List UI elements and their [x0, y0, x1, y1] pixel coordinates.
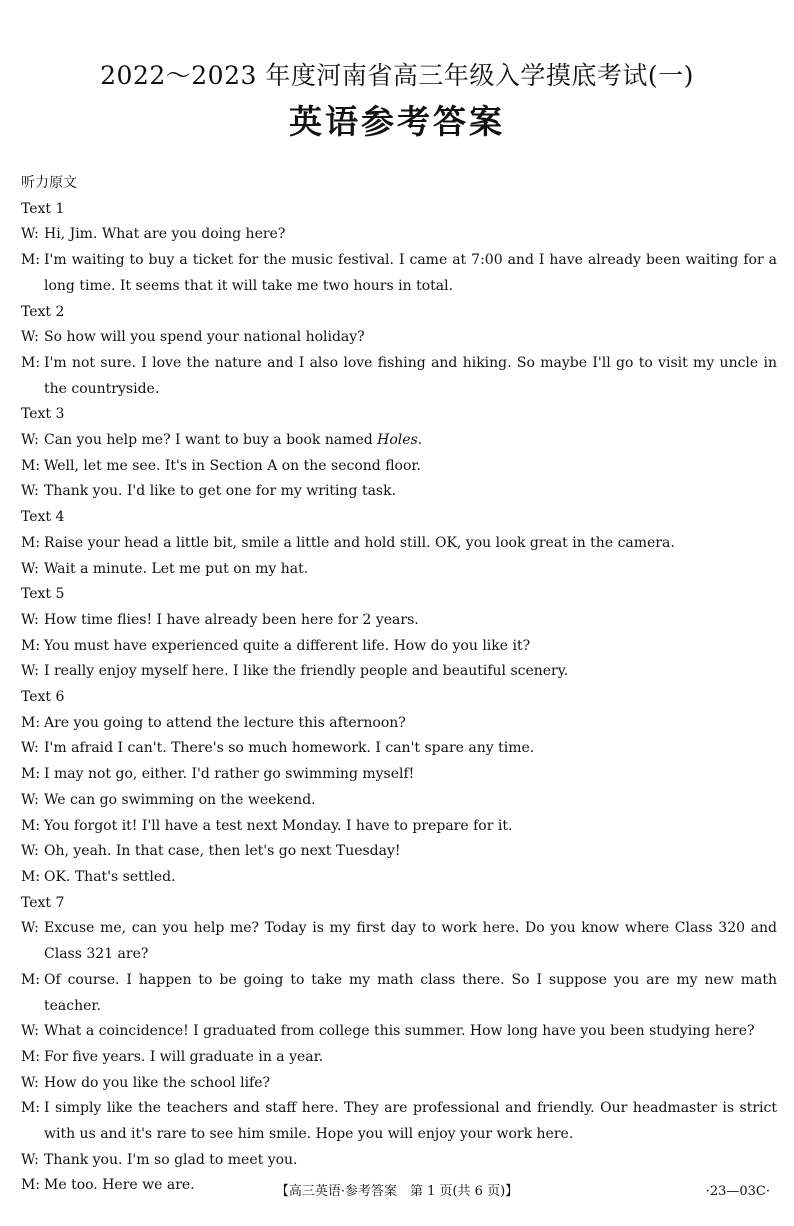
transcript-lines	[21, 197, 777, 1199]
speaker-label: W:	[21, 432, 39, 449]
dialogue-line	[21, 325, 777, 351]
speaker-label: W:	[21, 663, 39, 680]
dialogue-line	[21, 916, 777, 967]
speaker-label: M:	[21, 868, 41, 885]
speaker-label: M:	[21, 637, 41, 654]
utterance-text: I'm afraid I can't. There's so much homework. I can't spare any time.	[44, 740, 535, 757]
dialogue-line	[21, 659, 777, 685]
speaker-label: M:	[21, 971, 41, 988]
utterance-text: Oh, yeah. In that case, then let's go next Tuesday!	[44, 843, 401, 860]
speaker-label: M:	[21, 1048, 41, 1065]
text-heading: Text 4	[21, 509, 65, 526]
speaker-label: W:	[21, 740, 39, 757]
utterance-text: I really enjoy myself here. I like the friendly people and beautiful scenery.	[44, 663, 569, 680]
dialogue-line	[21, 428, 777, 454]
dialogue-line	[21, 222, 777, 248]
text-heading: Text 2	[21, 303, 65, 320]
speaker-label: M:	[21, 354, 41, 371]
dialogue-line	[21, 557, 777, 583]
dialogue-line	[21, 1045, 777, 1071]
text-heading: Text 1	[21, 200, 65, 217]
answer-key-title: 英语参考答案	[289, 102, 505, 141]
utterance-text: So how will you spend your national holiday?	[44, 329, 365, 346]
speaker-label: M:	[21, 1177, 41, 1194]
utterance-text: Wait a minute. Let me put on my hat.	[44, 560, 309, 577]
speaker-label: M:	[21, 1100, 41, 1117]
speaker-label: M:	[21, 252, 41, 269]
utterance-text: How do you like the school life?	[44, 1074, 271, 1091]
footer-page-info: 【高三英语·参考答案 第 1 页(共 6 页)】	[275, 1184, 519, 1199]
speaker-label: W:	[21, 1023, 39, 1040]
dialogue-line	[21, 762, 777, 788]
speaker-label: M:	[21, 534, 41, 551]
utterance-text: Me too. Here we are.	[44, 1177, 195, 1194]
speaker-label: M:	[21, 766, 41, 783]
dialogue-line	[21, 454, 777, 480]
dialogue-line	[21, 1148, 777, 1174]
book-title: Holes	[377, 432, 418, 449]
speaker-label: W:	[21, 1074, 39, 1091]
footer-code: ·23—03C·	[705, 1184, 770, 1199]
utterance-text: Thank you. I'm so glad to meet you.	[44, 1151, 298, 1168]
speaker-label: W:	[21, 920, 39, 937]
utterance-text: You must have experienced quite a different life. How do you like it?	[44, 637, 531, 654]
utterance-text: You forgot it! I'll have a test next Monday. I have to prepare for it.	[44, 817, 513, 834]
text-heading: Text 6	[21, 689, 65, 706]
speaker-label: W:	[21, 483, 39, 500]
listening-transcript	[21, 171, 777, 1199]
utterance-tail: .	[417, 432, 423, 449]
dialogue-line	[21, 814, 777, 840]
dialogue-line	[21, 479, 777, 505]
exam-title: 2022～2023 年度河南省高三年级入学摸底考试(一)	[100, 61, 694, 90]
dialogue-line	[21, 634, 777, 660]
utterance-text: Can you help me? I want to buy a book named	[44, 432, 378, 449]
text-heading: Text 7	[21, 894, 65, 911]
utterance-text: I'm not sure. I love the nature and I also love fishing and hiking. So maybe I'll go to visit my uncle in the countryside.	[44, 354, 777, 397]
dialogue-line	[21, 968, 777, 1019]
speaker-label: W:	[21, 1151, 39, 1168]
dialogue-line	[21, 1019, 777, 1045]
utterance-text: OK. That's settled.	[44, 868, 176, 885]
text-heading: Text 3	[21, 406, 65, 423]
dialogue-line	[21, 1096, 777, 1147]
speaker-label: W:	[21, 611, 39, 628]
utterance-text: What a coincidence! I graduated from college this summer. How long have you been studying here?	[44, 1023, 755, 1040]
dialogue-line	[21, 1071, 777, 1097]
utterance-text: Hi, Jim. What are you doing here?	[44, 226, 286, 243]
dialogue-line	[21, 788, 777, 814]
utterance-text: Are you going to attend the lecture this afternoon?	[44, 714, 406, 731]
dialogue-line	[21, 351, 777, 402]
text-heading: Text 5	[21, 586, 65, 603]
dialogue-line	[21, 711, 777, 737]
dialogue-line	[21, 248, 777, 299]
section-heading: 听力原文	[21, 175, 77, 191]
dialogue-line	[21, 865, 777, 891]
utterance-text: Excuse me, can you help me? Today is my first day to work here. Do you know where Class 320 and Class 321 are?	[44, 920, 777, 963]
utterance-text: Well, let me see. It's in Section A on the second floor.	[44, 457, 421, 474]
utterance-text: We can go swimming on the weekend.	[44, 791, 316, 808]
dialogue-line	[21, 839, 777, 865]
utterance-text: How time flies! I have already been here for 2 years.	[44, 611, 419, 628]
utterance-text: For five years. I will graduate in a year.	[44, 1048, 324, 1065]
utterance-text: Of course. I happen to be going to take my math class there. So I suppose you are my new math teacher.	[44, 971, 777, 1014]
dialogue-line	[21, 736, 777, 762]
speaker-label: W:	[21, 560, 39, 577]
speaker-label: W:	[21, 329, 39, 346]
utterance-text: Thank you. I'd like to get one for my writing task.	[44, 483, 397, 500]
utterance-text: Raise your head a little bit, smile a little and hold still. OK, you look great in the camera.	[44, 534, 675, 551]
dialogue-line	[21, 608, 777, 634]
speaker-label: M:	[21, 714, 41, 731]
utterance-text: I'm waiting to buy a ticket for the music festival. I came at 7:00 and I have already been waiting for a long time. It seems that it will take me two hours in total.	[44, 252, 777, 294]
speaker-label: W:	[21, 226, 39, 243]
dialogue-line	[21, 531, 777, 557]
utterance-text: I may not go, either. I'd rather go swimming myself!	[44, 766, 415, 783]
speaker-label: W:	[21, 843, 39, 860]
speaker-label: M:	[21, 457, 41, 474]
speaker-label: M:	[21, 817, 41, 834]
speaker-label: W:	[21, 791, 39, 808]
utterance-text: I simply like the teachers and staff here. They are professional and friendly. Our headmaster is strict with us and it's rare to see him smile. Hope you will enjoy your work here.	[44, 1100, 777, 1143]
